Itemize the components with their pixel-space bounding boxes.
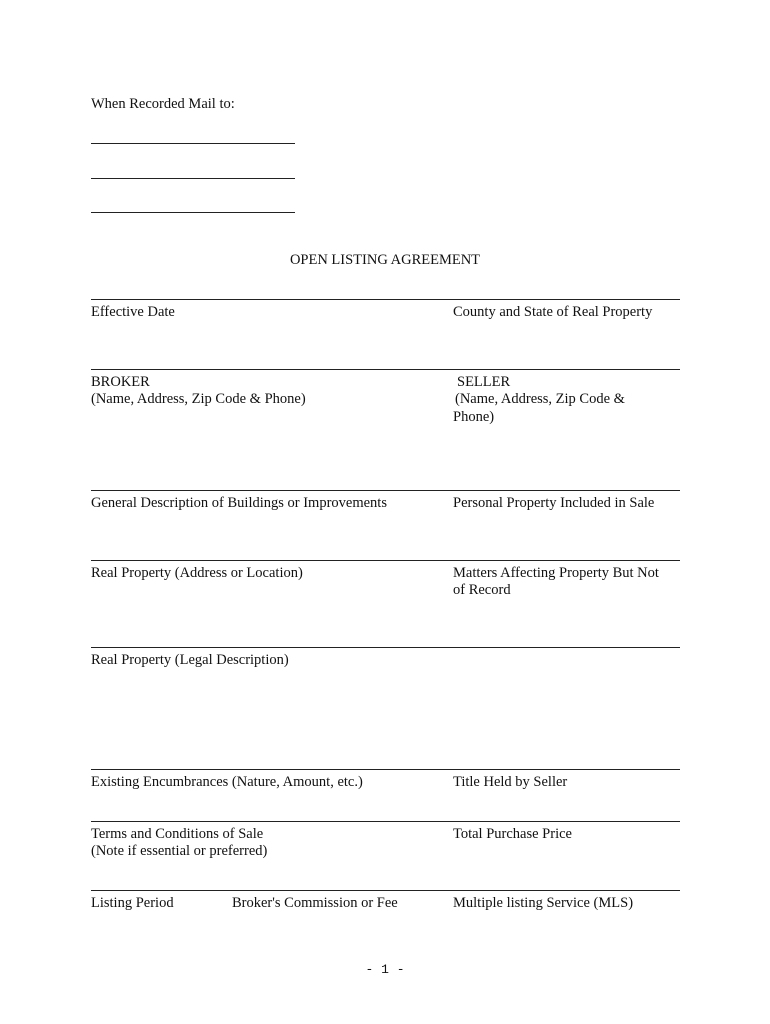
mail-to-line-2[interactable] bbox=[91, 178, 295, 179]
seller-subtitle-2: Phone) bbox=[453, 409, 495, 425]
terms-conditions-label-1: Terms and Conditions of Sale bbox=[91, 826, 264, 842]
field-line-listing[interactable] bbox=[91, 890, 680, 891]
field-line-encumbrances[interactable] bbox=[91, 769, 680, 770]
broker-subtitle: (Name, Address, Zip Code & Phone) bbox=[91, 391, 306, 407]
county-state-label: County and State of Real Property bbox=[453, 304, 653, 320]
field-line-description[interactable] bbox=[91, 490, 680, 491]
mail-to-label: When Recorded Mail to: bbox=[91, 96, 235, 112]
field-line-terms[interactable] bbox=[91, 821, 680, 822]
matters-affecting-label-2: of Record bbox=[453, 582, 511, 598]
title-held-label: Title Held by Seller bbox=[453, 774, 568, 790]
total-price-label: Total Purchase Price bbox=[453, 826, 572, 842]
field-line-real-property[interactable] bbox=[91, 560, 680, 561]
effective-date-label: Effective Date bbox=[91, 304, 175, 320]
field-line-effective-date[interactable] bbox=[91, 299, 680, 300]
page-number: - 1 - bbox=[365, 962, 405, 977]
personal-property-label: Personal Property Included in Sale bbox=[453, 495, 655, 511]
broker-commission-label: Broker's Commission or Fee bbox=[232, 895, 398, 911]
mail-to-line-3[interactable] bbox=[91, 212, 295, 213]
field-line-broker-seller[interactable] bbox=[91, 369, 680, 370]
real-property-address-label: Real Property (Address or Location) bbox=[91, 565, 303, 581]
existing-encumbrances-label: Existing Encumbrances (Nature, Amount, etc.) bbox=[91, 774, 363, 790]
seller-title: SELLER bbox=[457, 374, 511, 390]
terms-conditions-label-2: (Note if essential or preferred) bbox=[91, 843, 268, 859]
broker-title: BROKER bbox=[91, 374, 150, 390]
field-line-legal-description[interactable] bbox=[91, 647, 680, 648]
mls-label: Multiple listing Service (MLS) bbox=[453, 895, 634, 911]
listing-period-label: Listing Period bbox=[91, 895, 174, 911]
seller-subtitle-1: (Name, Address, Zip Code & bbox=[455, 391, 625, 407]
real-property-legal-label: Real Property (Legal Description) bbox=[91, 652, 289, 668]
document-title: OPEN LISTING AGREEMENT bbox=[289, 252, 481, 268]
matters-affecting-label-1: Matters Affecting Property But Not bbox=[453, 565, 659, 581]
mail-to-line-1[interactable] bbox=[91, 143, 295, 144]
general-description-label: General Description of Buildings or Improvements bbox=[91, 495, 387, 511]
